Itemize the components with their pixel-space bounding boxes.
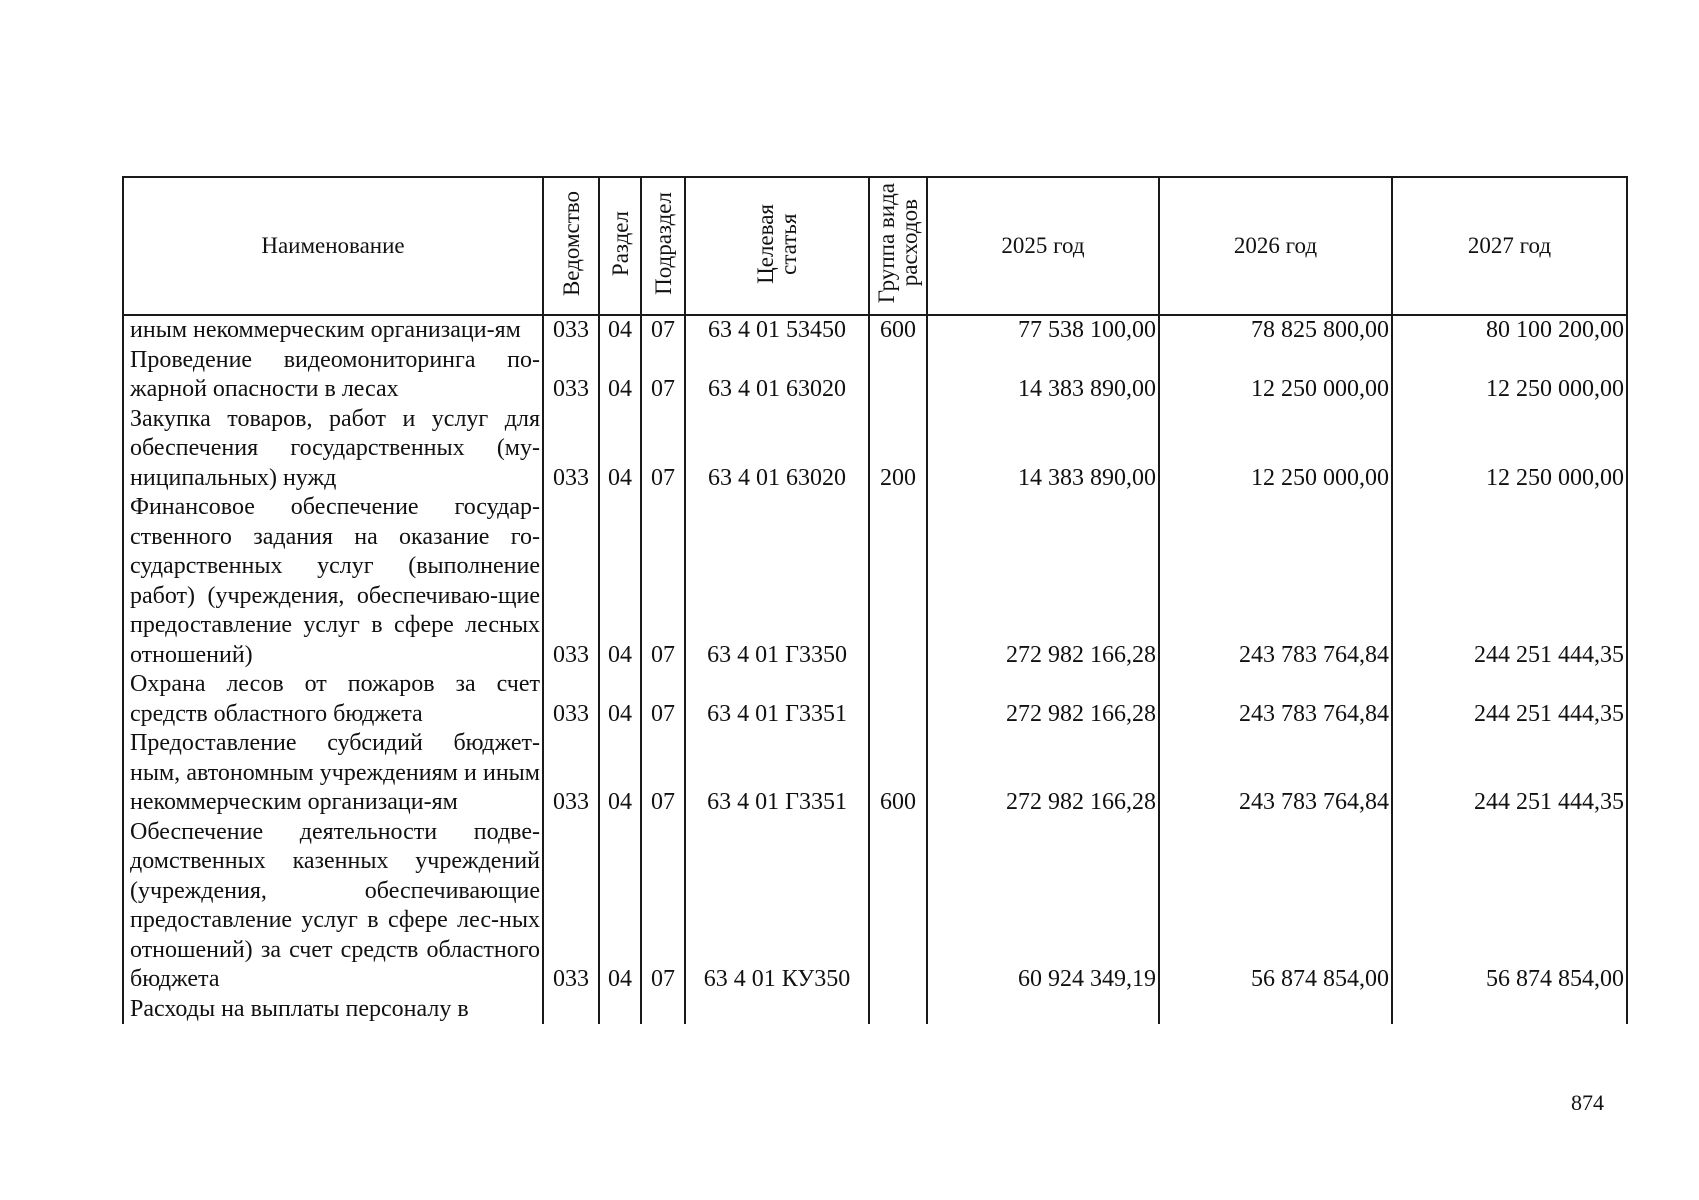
row-group: 600 xyxy=(869,729,927,818)
row-subsection: 07 xyxy=(641,315,685,346)
header-year-2027: 2027 год xyxy=(1392,177,1627,315)
row-2025: 272 982 166,28 xyxy=(927,729,1159,818)
row-article: 63 4 01 КУ350 xyxy=(685,818,869,995)
row-name: Расходы на выплаты персоналу в xyxy=(123,995,543,1025)
row-2025 xyxy=(927,995,1159,1025)
row-section: 04 xyxy=(599,670,641,729)
row-article: 63 4 01 53450 xyxy=(685,315,869,346)
row-2026: 243 783 764,84 xyxy=(1159,729,1392,818)
row-group xyxy=(869,995,927,1025)
row-2026: 243 783 764,84 xyxy=(1159,670,1392,729)
row-2025: 272 982 166,28 xyxy=(927,493,1159,670)
row-2027: 12 250 000,00 xyxy=(1392,405,1627,494)
row-2027 xyxy=(1392,995,1627,1025)
budget-table xyxy=(122,176,1628,1024)
row-2027: 12 250 000,00 xyxy=(1392,346,1627,405)
row-group: 200 xyxy=(869,405,927,494)
row-subsection: 07 xyxy=(641,493,685,670)
header-target-article: Целевая статья xyxy=(685,177,869,315)
header-name: Наименование xyxy=(123,177,543,315)
row-2026: 12 250 000,00 xyxy=(1159,346,1392,405)
header-department: Ведомство xyxy=(543,177,599,315)
row-name: Проведение видеомониторинга по-жарной опасности в лесах xyxy=(123,346,543,405)
row-article xyxy=(685,995,869,1025)
table-row xyxy=(123,818,1627,995)
table-row xyxy=(123,670,1627,729)
row-subsection xyxy=(641,995,685,1025)
row-article: 63 4 01 Г3351 xyxy=(685,729,869,818)
row-2026 xyxy=(1159,995,1392,1025)
row-department: 033 xyxy=(543,670,599,729)
row-group xyxy=(869,493,927,670)
row-2026: 78 825 800,00 xyxy=(1159,315,1392,346)
row-2025: 272 982 166,28 xyxy=(927,670,1159,729)
row-department: 033 xyxy=(543,493,599,670)
table-row xyxy=(123,729,1627,818)
row-2025: 60 924 349,19 xyxy=(927,818,1159,995)
row-department: 033 xyxy=(543,818,599,995)
header-row xyxy=(123,177,1627,315)
row-section: 04 xyxy=(599,493,641,670)
row-article: 63 4 01 63020 xyxy=(685,405,869,494)
table-row xyxy=(123,315,1627,346)
row-2025: 77 538 100,00 xyxy=(927,315,1159,346)
row-subsection: 07 xyxy=(641,670,685,729)
row-name: иным некоммерческим организаци-ям xyxy=(123,315,543,346)
row-article: 63 4 01 Г3351 xyxy=(685,670,869,729)
row-group xyxy=(869,346,927,405)
header-year-2025: 2025 год xyxy=(927,177,1159,315)
row-group xyxy=(869,818,927,995)
row-section: 04 xyxy=(599,346,641,405)
row-article: 63 4 01 Г3350 xyxy=(685,493,869,670)
table-row xyxy=(123,346,1627,405)
row-name: Закупка товаров, работ и услуг для обеспечения государственных (му-ниципальных) нужд xyxy=(123,405,543,494)
row-department: 033 xyxy=(543,405,599,494)
row-group xyxy=(869,670,927,729)
row-name: Обеспечение деятельности подве-домственных казенных учреждений (учреждения, обеспечивающие предоставление услуг в сфере лес-ных отношений) за счет средств областного бюджета xyxy=(123,818,543,995)
row-2025: 14 383 890,00 xyxy=(927,405,1159,494)
row-department xyxy=(543,995,599,1025)
header-year-2026: 2026 год xyxy=(1159,177,1392,315)
row-name: Предоставление субсидий бюджет-ным, автономным учреждениям и иным некоммерческим организаци-ям xyxy=(123,729,543,818)
table-row xyxy=(123,995,1627,1025)
row-2026: 56 874 854,00 xyxy=(1159,818,1392,995)
row-department: 033 xyxy=(543,346,599,405)
row-subsection: 07 xyxy=(641,729,685,818)
row-subsection: 07 xyxy=(641,405,685,494)
row-2027: 56 874 854,00 xyxy=(1392,818,1627,995)
row-department: 033 xyxy=(543,729,599,818)
row-section: 04 xyxy=(599,315,641,346)
row-2025: 14 383 890,00 xyxy=(927,346,1159,405)
row-section xyxy=(599,995,641,1025)
row-2027: 244 251 444,35 xyxy=(1392,729,1627,818)
row-2026: 12 250 000,00 xyxy=(1159,405,1392,494)
row-section: 04 xyxy=(599,729,641,818)
row-section: 04 xyxy=(599,405,641,494)
header-expense-group: Группа вида расходов xyxy=(869,177,927,315)
row-name: Охрана лесов от пожаров за счет средств областного бюджета xyxy=(123,670,543,729)
row-group: 600 xyxy=(869,315,927,346)
row-name: Финансовое обеспечение государ-ственного задания на оказание го-сударственных услуг (выполнение работ) (учреждения, обеспечиваю-щие предоставление услуг в сфере лесных отношений) xyxy=(123,493,543,670)
row-subsection: 07 xyxy=(641,818,685,995)
table-row xyxy=(123,493,1627,670)
header-subsection: Подраздел xyxy=(641,177,685,315)
row-article: 63 4 01 63020 xyxy=(685,346,869,405)
row-2026: 243 783 764,84 xyxy=(1159,493,1392,670)
row-department: 033 xyxy=(543,315,599,346)
header-section: Раздел xyxy=(599,177,641,315)
row-2027: 244 251 444,35 xyxy=(1392,493,1627,670)
table-row xyxy=(123,405,1627,494)
page-number: 874 xyxy=(1571,1090,1604,1115)
row-2027: 80 100 200,00 xyxy=(1392,315,1627,346)
row-section: 04 xyxy=(599,818,641,995)
row-subsection: 07 xyxy=(641,346,685,405)
row-2027: 244 251 444,35 xyxy=(1392,670,1627,729)
